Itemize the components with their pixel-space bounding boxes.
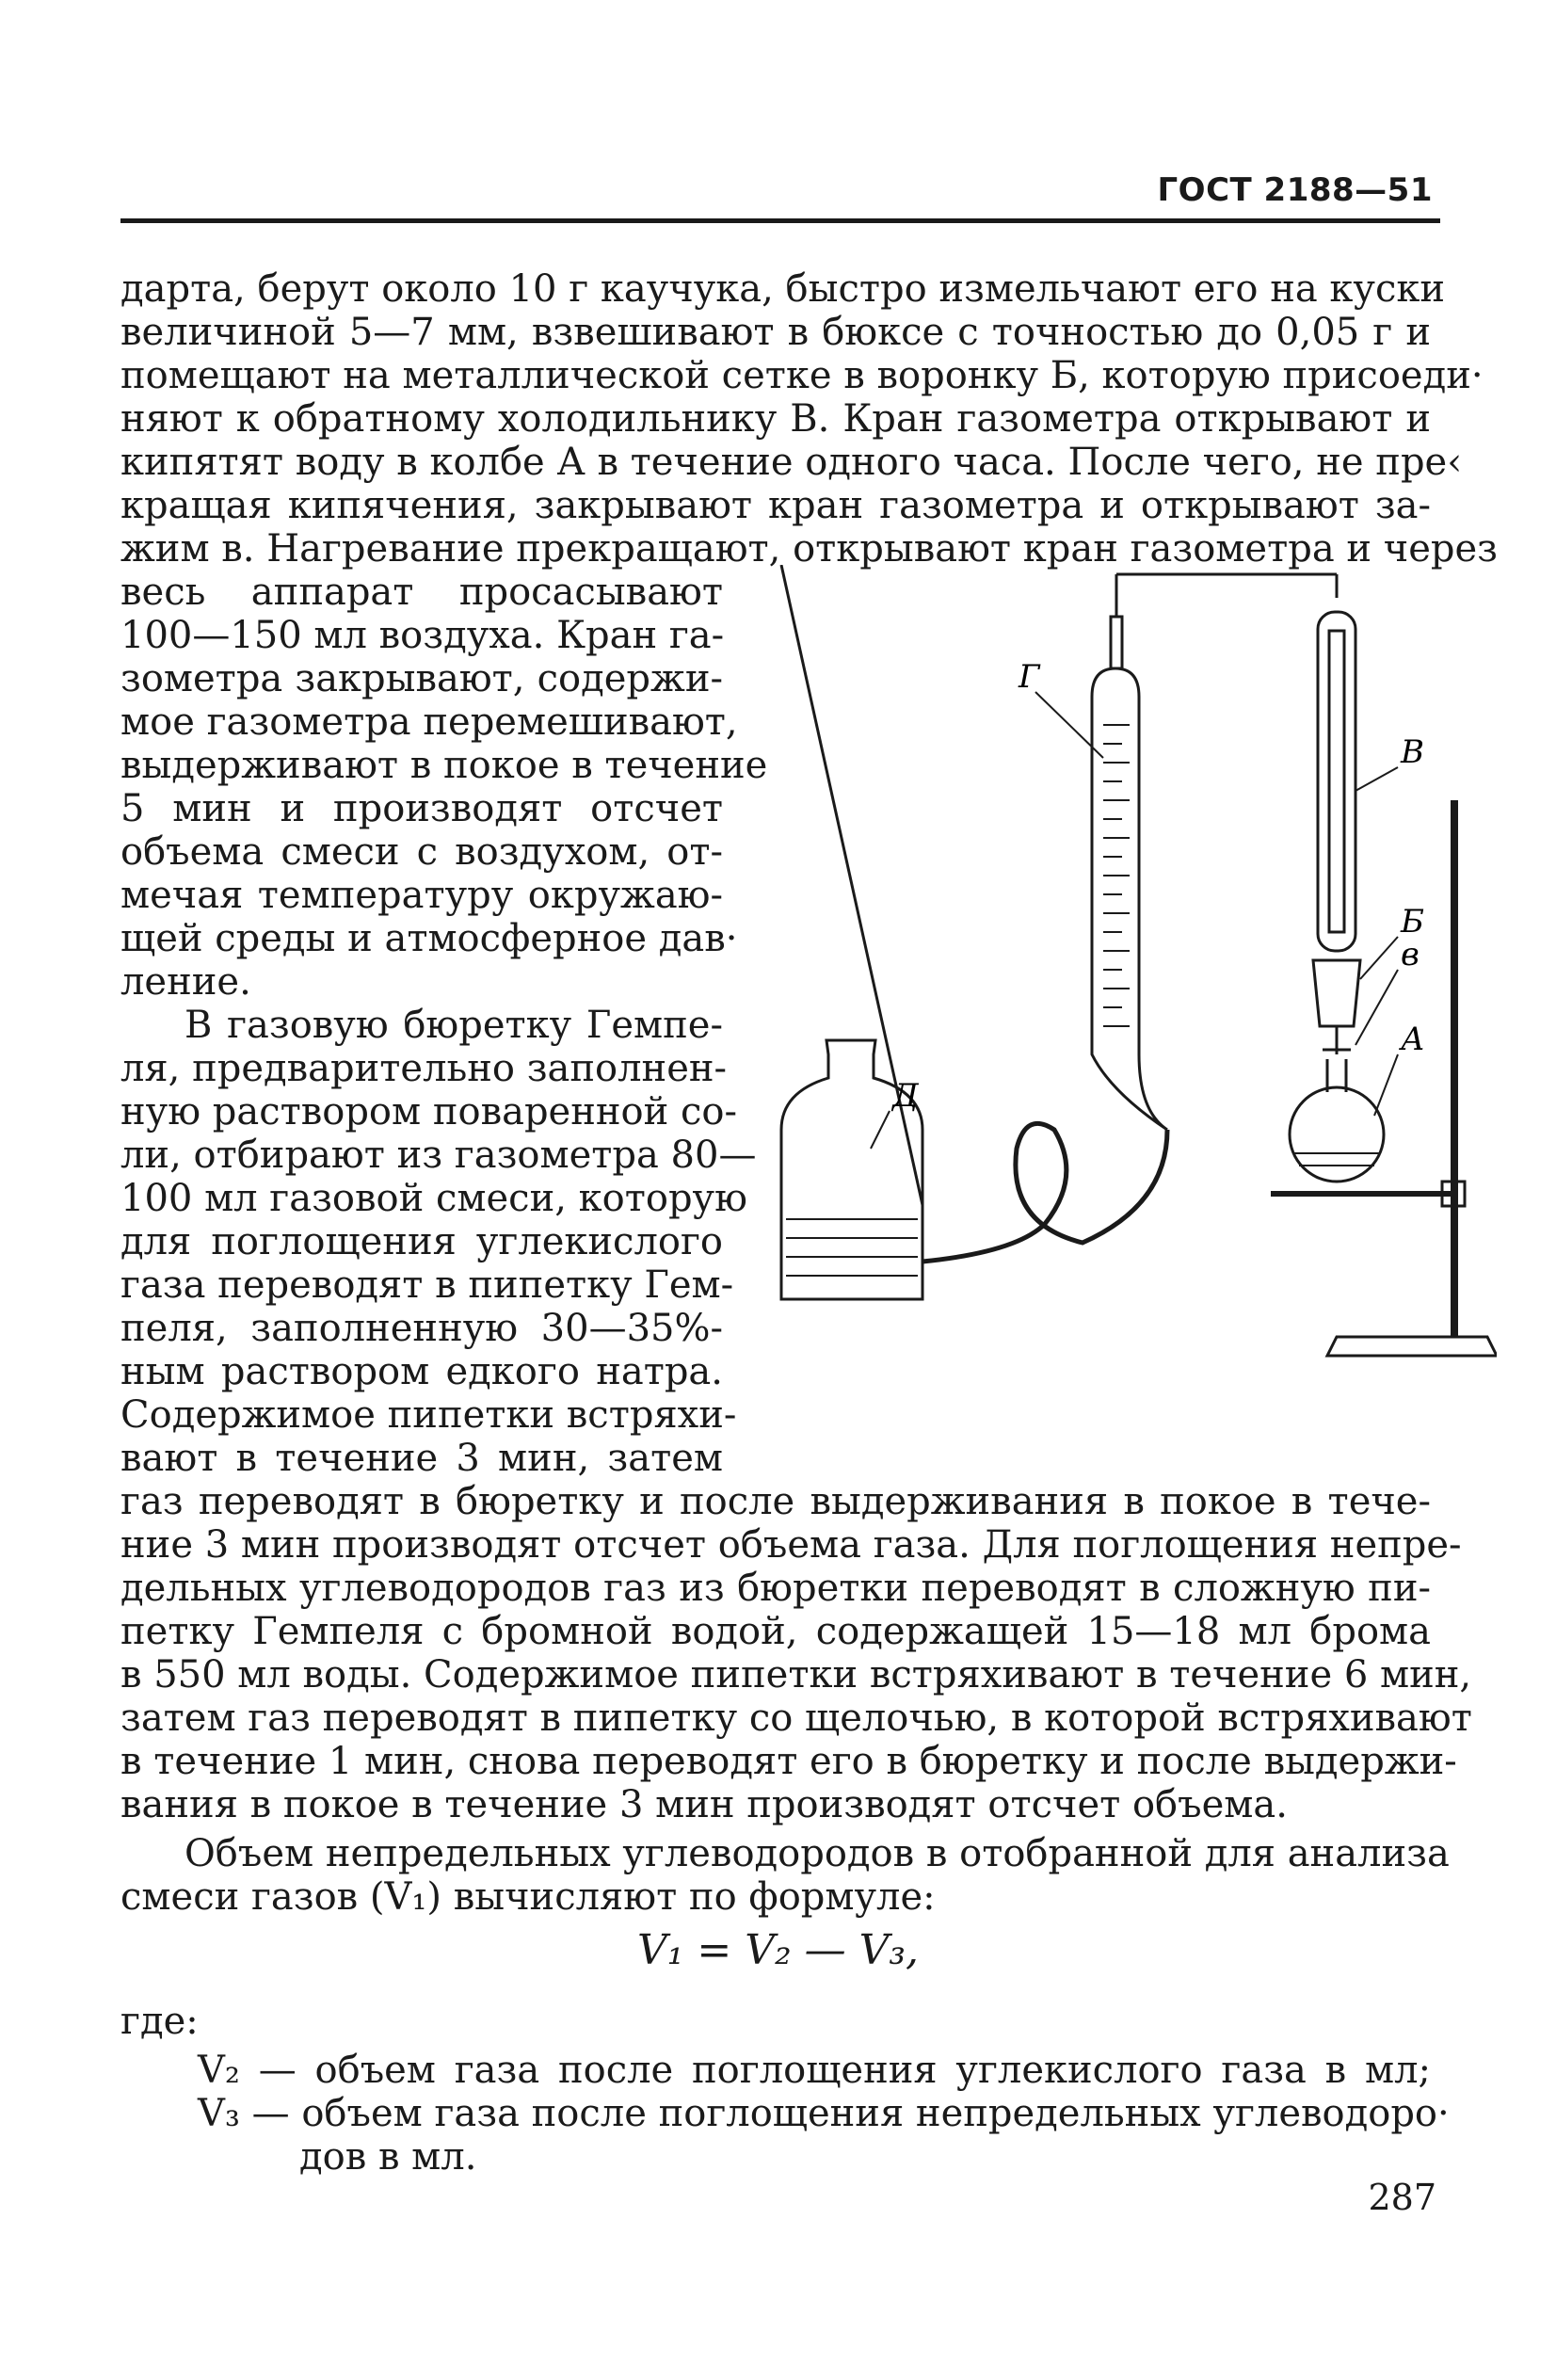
- text-line: мое газометра перемешивают,: [120, 700, 738, 744]
- text-line: дельных углеводородов газ из бюретки переводят в сложную пи-: [120, 1567, 1431, 1610]
- text-line: В газовую бюретку Гемпе-: [184, 1004, 723, 1047]
- text-line: дарта, берут около 10 г каучука, быстро измельчают его на куски: [120, 267, 1446, 311]
- definition-line: V₂ — объем газа после поглощения углекислого газа в мл;: [198, 2049, 1431, 2092]
- text-line: ную раствором поваренной со-: [120, 1090, 737, 1134]
- text-line: Содержимое пипетки встряхи-: [120, 1393, 737, 1437]
- text-line: вания в покое в течение 3 мин производят отсчет объема.: [120, 1783, 1288, 1826]
- formula: V₁ = V₂ — V₃,: [636, 1926, 920, 1974]
- text-line: смеси газов (V₁) вычисляют по формуле:: [120, 1875, 936, 1919]
- text-line: 5 мин и производят отсчет: [120, 787, 723, 830]
- text-line: петку Гемпеля с бромной водой, содержащей 15—18 мл брома: [120, 1610, 1431, 1653]
- text-line: ление.: [120, 960, 251, 1004]
- text-line: кипятят воду в колбе А в течение одного часа. После чего, не пре‹: [120, 441, 1463, 484]
- text-line: Объем непредельных углеводородов в отобранной для анализа: [184, 1832, 1450, 1875]
- text-line: весь аппарат просасывают: [120, 571, 723, 614]
- text-line: газ переводят в бюретку и после выдерживания в покое в тече-: [120, 1480, 1431, 1523]
- definition-line: V₃ — объем газа после поглощения непредельных углеводоро·: [198, 2092, 1450, 2135]
- text-line: затем газ переводят в пипетку со щелочью, в которой встряхивают: [120, 1697, 1472, 1740]
- text-line: выдерживают в покое в течение: [120, 744, 768, 787]
- figure-label-A: А: [1401, 1021, 1425, 1058]
- text-line: 100 мл газовой смеси, которую: [120, 1177, 747, 1220]
- text-line: ным раствором едкого натра.: [120, 1350, 723, 1393]
- standard-code: ГОСТ 2188—51: [1157, 171, 1433, 209]
- apparatus-figure: [772, 565, 1497, 1365]
- text-line: зометра закрывают, содержи-: [120, 657, 723, 700]
- text-line: ние 3 мин производят отсчет объема газа. Для поглощения непре-: [120, 1523, 1462, 1567]
- text-line: помещают на металлической сетке в воронку Б, которую присоеди·: [120, 354, 1484, 397]
- text-line: ля, предварительно заполнен-: [120, 1047, 728, 1090]
- figure-label-B: Б: [1401, 903, 1424, 941]
- text-line: величиной 5—7 мм, взвешивают в бюксе с точностью до 0,05 г и: [120, 311, 1431, 354]
- definition-line: дов в мл.: [299, 2135, 477, 2179]
- text-line: газа переводят в пипетку Гем-: [120, 1263, 734, 1307]
- text-line: щей среды и атмосферное дав·: [120, 917, 738, 960]
- where-label: где:: [120, 2000, 199, 2043]
- figure-label-v: в: [1401, 936, 1420, 973]
- text-line: мечая температуру окружаю-: [120, 874, 723, 917]
- page-number: 287: [1368, 2177, 1436, 2218]
- text-line: ли, отбирают из газометра 80—: [120, 1134, 757, 1177]
- figure-label-D: Д: [892, 1077, 919, 1115]
- page-header: [120, 166, 1440, 223]
- text-line: вают в течение 3 мин, затем: [120, 1437, 723, 1480]
- text-line: в течение 1 мин, снова переводят его в бюретку и после выдержи-: [120, 1740, 1457, 1783]
- figure-label-V: В: [1401, 733, 1424, 771]
- figure-label-G: Г: [1019, 658, 1040, 696]
- text-line: няют к обратному холодильнику В. Кран газометра открывают и: [120, 397, 1431, 441]
- text-line: объема смеси с воздухом, от-: [120, 830, 723, 874]
- text-line: 100—150 мл воздуха. Кран га-: [120, 614, 725, 657]
- text-line: кращая кипячения, закрывают кран газометра и открывают за-: [120, 484, 1431, 527]
- text-line: в 550 мл воды. Содержимое пипетки встряхивают в течение 6 мин,: [120, 1653, 1472, 1697]
- text-line: для поглощения углекислого: [120, 1220, 723, 1263]
- text-line: пеля, заполненную 30—35%-: [120, 1307, 723, 1350]
- text-line: жим в. Нагревание прекращают, открывают кран газометра и через: [120, 527, 1498, 571]
